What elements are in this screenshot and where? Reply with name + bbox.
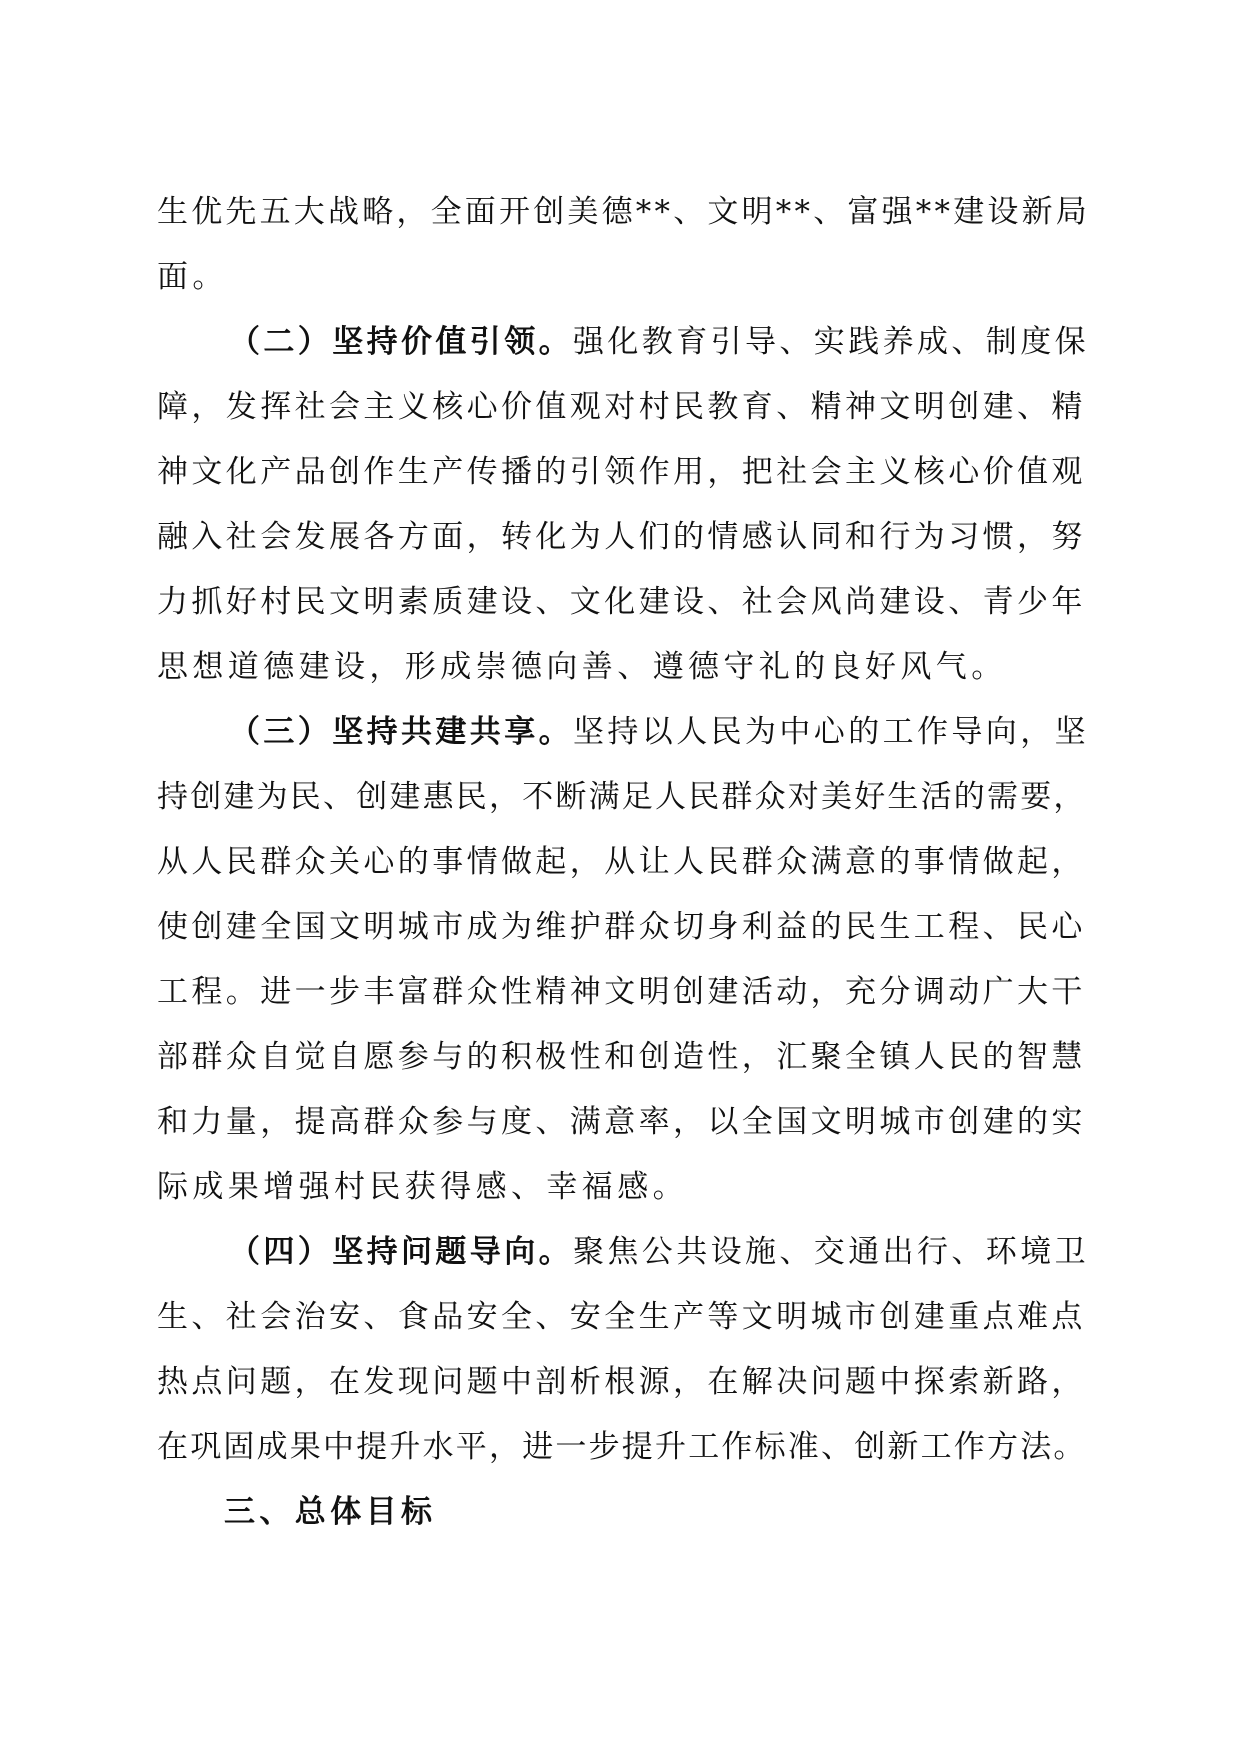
paragraph-2-line-3: 神文化产品创作生产传播的引领作用，把社会主义核心价值观 [157,454,1086,490]
paragraph-3-line-5: 工程。进一步丰富群众性精神文明创建活动，充分调动广大干 [157,974,1086,1010]
paragraph-3-line-6: 部群众自觉自愿参与的积极性和创造性，汇聚全镇人民的智慧 [157,1039,1086,1075]
paragraph-2-line-5: 力抓好村民文明素质建设、文化建设、社会风尚建设、青少年 [157,584,1086,620]
section-heading: 三、总体目标 [224,1494,437,1530]
paragraph-2-line-6: 思想道德建设，形成崇德向善、遵德守礼的良好风气。 [157,649,1007,685]
paragraph-2-lead: （二）坚持价值引领。 [229,324,573,360]
paragraph-2-first-text: 强化教育引导、实践养成、制度保 [573,324,1089,360]
paragraph-3-line-7: 和力量，提高群众参与度、满意率，以全国文明城市创建的实 [157,1104,1086,1140]
paragraph-3-line-1 [229,712,1089,752]
paragraph-3-line-4: 使创建全国文明城市成为维护群众切身利益的民生工程、民心 [157,909,1086,945]
paragraph-4-line-1 [229,1232,1089,1272]
paragraph-2-line-4: 融入社会发展各方面，转化为人们的情感认同和行为习惯，努 [157,519,1086,555]
paragraph-4-first-text: 聚焦公共设施、交通出行、环境卫 [573,1234,1089,1270]
paragraph-4-line-4: 在巩固成果中提升水平，进一步提升工作标准、创新工作方法。 [157,1429,1087,1465]
paragraph-3-lead: （三）坚持共建共享。 [229,714,573,750]
paragraph-3-line-2: 持创建为民、创建惠民，不断满足人民群众对美好生活的需要， [157,779,1087,815]
paragraph-4-line-2: 生、社会治安、食品安全、安全生产等文明城市创建重点难点 [157,1299,1086,1335]
paragraph-1-line-2: 面。 [157,259,228,295]
paragraph-4-line-3: 热点问题，在发现问题中剖析根源，在解决问题中探索新路， [157,1364,1086,1400]
paragraph-3-first-text: 坚持以人民为中心的工作导向，坚 [573,714,1089,750]
paragraph-2-line-1 [229,322,1089,362]
paragraph-1-line-1: 生优先五大战略，全面开创美德**、文明**、富强**建设新局 [157,194,1090,230]
paragraph-3-line-8: 际成果增强村民获得感、幸福感。 [157,1169,688,1205]
paragraph-3-line-3: 从人民群众关心的事情做起，从让人民群众满意的事情做起， [157,844,1086,880]
paragraph-2-line-2: 障，发挥社会主义核心价值观对村民教育、精神文明创建、精 [157,389,1086,425]
paragraph-4-lead: （四）坚持问题导向。 [229,1234,573,1270]
